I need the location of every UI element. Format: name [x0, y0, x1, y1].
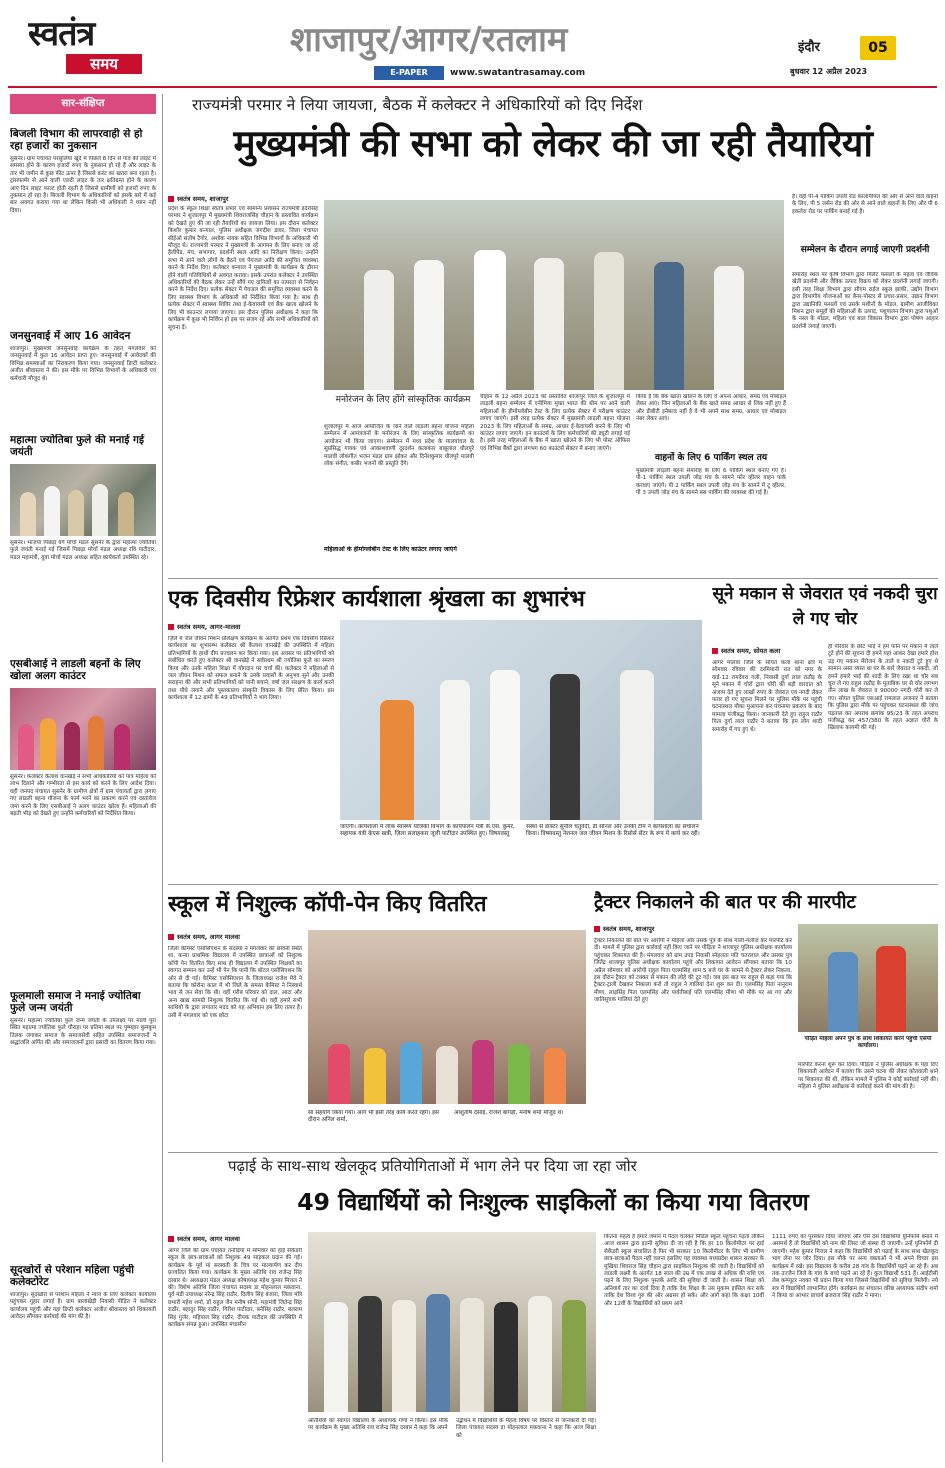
story6-col1: आगर जिले की ग्राम पंचायत तनोड़िया में सोमवार को हाई सेकेंडरी स्कूल के छात्र-छात्राओं को निशुल्क 49 साइकल प्रदान की गई। कार्यक्रम के पूर्व मां सरस्वती के चित्र पर माल्यार्पण कर दीप प्रज्वलित किया गया। कार्यक्रम के मुख्य अतिथि राव राजेन्द्र सिंह दरबार थे। अध्यक्षता मंडल अध्यक्ष कोषाध्यक्ष महेश कुमार मित्तल ने की। विशेष अतिथि जिला पंचायत सदस्य डा मोहनलाल मकवाना, पूर्व मंडी उपाध्यक्ष नरेन्द्र सिंह राठौर, दिलीप सिंह बंजारा, जिला मंत्रि प्रभारी महेश शर्मा, डॉ राहुल जैन मनीष सोनी, महामंत्री जितेन्द्र सिंह राठौर, बहादुर सिंह राठौर, गिरीश पाटीदार, बनेसिंह राठौर, बलराम सिंह गुर्जर, महिपाल सिंह राठौर, दीपक पाटीदार की उपस्थिति में कार्यक्रम संपन्न हुआ। उपस्थित मंचासीन: [168, 1248, 302, 1329]
story1-col5b: समारोह स्थल पर कृषि विभाग द्वारा मिलेट फसलों के महत्व एवं जैविक खेती प्रदर्शनी और जैविक उत्पाद विक्रय को लेकर प्रदर्शनी लगाई जाएगी। इसी तरह शिक्षा विभाग द्वारा सीएम राईज स्कूल झांकी, उद्योग विभाग द्वारा विभागीय योजनाओं का बैनर-पोस्टर से प्रचार-प्रसार, उद्यान विभाग द्वारा उद्यानिकी फसलों एवं उसके मशीनों के मॉडल, ग्रामीण आजीविका मिशन द्वारा समूहों की महिलाओं के उत्पाद, पशुपालन विभाग द्वारा पशुओं के नस्ल के मॉडल, महिला एवं बाल विकास विभाग द्वारा पोषण आहार प्रदर्शनी लगाई जाएगी।: [792, 272, 938, 330]
story5-body2: मारपीट करना शुरू कर दिया। पीड़िता ने पुलिस अधीक्षक के यहां दिए शिकायती आवेदन में बताया कि उसने घटना की लेकर कोतवाली थाने पर शिकायत की थी, लेकिन मामले में पुलिस ने कोई कार्रवाई नहीं की। महिला ने पुलिस अधीक्षक से कार्रवाई करने की मांग की है।: [798, 1062, 938, 1091]
story2-caption2: संस्था से डॉक्टर सुनील चतुर्वेदी, डी सोनल और उनकी टीम ने कार्यशाला का संचालन किया। विषयवस्तु नेशनल जल जीवन मिशन के रिसोर्स सेंटर के रूप में कार्य कर रही।: [526, 824, 700, 838]
story4-body: जिला केमिस्ट एसोसिएशन के सदस्यों ने मंगलवार को छावनी स्थित शा. कन्या प्राथमिक विद्यालय में उपस्थित छात्राओं को निशुल्क कॉपी पेन वितरित किए साथ ही विद्यालय में उपस्थित शिक्षकों का स्वागत सम्मान कर उन्हें भी पेन कि पानी कि बॉटल एसोसिएशन कि ओर से दी गई। केमिस्ट एसोसिएशन के जिलाध्यक्ष राजेश मेवे ने बताया कि कोरोना काल में भी जिले के समस्त केमिस्ट ने निस्वार्थ भाव से जन सेवा कि थी। वहीं गरीब परिवार को दाल, आटा और अन्य खाद्य सामग्री निशुल्क वितरित कि गई थी। वहीं हमारे सभी साथियो के द्वारा लगातार मदद को यह अभियान हम लिए तत्पर है। उसी में मंगलवार को एक छोटा: [168, 946, 302, 1019]
story2-caption: जाएगी। कार्यशाला में लोक स्वास्थ्य यांत्रिकी विभाग के कार्यपालन यंत्री के.एस. कुमरे, सहायक यंत्री केएस खत्री, ज़िला सलाहकार जूली पाटीदार उपस्थित हुए। विषयवस्तु: [340, 824, 515, 838]
story1-headline: मुख्यमंत्री की सभा को लेकर की जा रही तैयारियां: [233, 122, 873, 165]
story6-headline: 49 विद्यार्थियों को निःशुल्क साइकिलों का किया गया वितरण: [297, 1188, 809, 1216]
sidebar: [10, 94, 156, 1462]
story1-sub3: सम्मेलन के दौरान लगाई जाएगी प्रदर्शनी: [800, 245, 930, 255]
epaper-badge[interactable]: E-PAPER: [374, 66, 444, 80]
story2-byline: स्वतंत्र समय, आगर-मालवा: [168, 622, 328, 631]
divider-3: [168, 1152, 938, 1153]
story1-photo: [324, 200, 784, 390]
sidebar-divider: [162, 94, 163, 1462]
sidebar-photo-jyotiba: [10, 464, 156, 536]
sidebar-item-2: जनसुनवाई में आए 16 आवेदन शाजापुर। मुख्यमंत्री जनसुनवाई कार्यक्रम के तहत मंगलवार को जनसुनवाई में कुल 16 आवेदन प्राप्त हुए। जनसुनवाई में आवेदकों की विभिन्न समस्याओं का निराकरण किया गया। जनसुनवाई डिप्टी कलेक्टर अजीत श्रीवास्तव ने की। इस मौके पर विभिन्न विभागों के अधिकारी एवं कर्मचारी मौजूद थे।: [10, 330, 156, 382]
logo-top: स्वतंत्र: [28, 14, 95, 54]
page-number: 05: [860, 36, 896, 60]
story6-photo: [308, 1232, 596, 1412]
story1-byline: स्वतंत्र समय, शाजापुर: [168, 194, 318, 203]
story6-col4: 1111 रुपए का पुरस्कार दिया जाएगा और ऐसे दस विद्यार्थियों युनिफॉर्म बनाने में असमर्थ हैं तो विद्यार्थियों को नाम की लिस्ट जो संस्था दी जाएगी। उन्हें युनिफॉर्म दी जाएगी। महेश कुमार मित्तल ने कहा कि विद्यार्थियों को पढ़ाई के साथ साथ खेलकूद भाग लेना पर जोर दिया। इस मौके पर अन्य वक्ताओं ने भी अपने विचार इस कार्यक्रम में रखे। इस विद्यालय के करीब 28 गांव के विद्यार्थियों पढ़ने आ रहे हैं। अब तक उज्जैन जिले के गांव के बच्चे पढ़ने आ रहे हैं। कुल विद्यार्थी 531 हैं। आईटीसी लेब कम्प्यूटर नवका भी प्रदान किया गया जिससे विद्यार्थियों को सुविधा मिलेगी। नये सत्र में विद्यार्थियों लाभान्वित होंगे। कार्यक्रम का संचालन वरिष्ठ अध्यापक संदीप शर्मा ने किया वा आभार प्राचार्य ब्रजराज सिंह राठौर ने माना।: [772, 1234, 938, 1300]
website-link[interactable]: www.swatantrasamay.com: [450, 68, 586, 78]
logo-bottom: समय: [90, 55, 118, 73]
story6-col3: कितना महत्व है हमारे जमाने में पैदल चलकर मिडिल स्कूल पहुंचना पड़ता लेकिन आज शासन द्वारा इतनी सुविधा दी जा रही है कि हर 10 किलोमीटर पर हाई सेकेंडरी स्कूल संचालित है फिर भी सरकार 10 किलोमीटर के लिए भी ग्रामीण छात्र-छात्राओं पैदल नहीं चलना इसलिए यह व्यवस्था मध्यप्रदेश शासन सरकार के मुखिया शिवराज सिंह चौहान द्वारा साइकिल निशुल्क की जाती है। विद्यार्थियों को लाडली लक्ष्मी के अंतर्गत 18 साल की उम्र में एक लाख से अधिक की राशि एवं पढ़ने के लिए निशुल्क पुस्तकें आदि की सुविधा दी जाती है। शासन शिक्षा को अनिवार्य तार का दर्जा दिया है ताकि देश शिक्षा के उस मुकाम हासिल कर सके ताकि देश विश्व गुरु की ओर अग्रसर हो सके। और आगे कहा कि कक्षा 10वीं और 12वीं के विद्यार्थियों को प्रथम आने: [604, 1234, 764, 1307]
story2-headline: एक दिवसीय रिफ्रेशर कार्यशाला श्रृंखला का शुभारंभ: [168, 586, 585, 612]
story5-headline: ट्रैक्टर निकालने की बात पर की मारपीट: [594, 892, 856, 913]
edition-title: शाजापुर/आगर/रतलाम: [290, 20, 568, 60]
story-cm-rally: [168, 94, 938, 578]
story2-photo: [340, 620, 702, 820]
story3-col1: आगर मालवा जिले के सोयत कला थाना क्षेत्र में सोमवार रविवार की दरमियानी रात को नगर के वार्ड-12 रामदेवरा गली, निवासी दुर्गा लाल राठौड़ के सूने मकान में चोरों द्वारा चोरी की बड़ी वारदात को अंजाम देते हुए लाखों रुपए के जेवरात एवं नगदी लेकर फरार हो गए सूचना मिलने पर पुलिस मौके पर पहुंची घटनास्थल मौका मुआयना कर पंचनामा प्रकरण के बाद मामला पंजीबद्ध किया। जानकारी देते हुए राहुल राठौर पिता दुर्गा लाल राठौर ने बताया कि हम लोग शादी समारोह में गए हुए थे।: [712, 660, 822, 733]
story-tractor-assault: [594, 888, 938, 1150]
story6-caption2: उद्बोधन में विद्यार्थियों के महत्व विषय पर विस्तार से जानकारी दी गई। जिला पंचायत सदस्य डा मोहनलाल मकवाना ने कहा कि आज शिक्षा को: [456, 1418, 596, 1439]
masthead: [0, 0, 945, 90]
story1-sub1b: महिलाओं के हीमोग्लोबीन टेस्ट के लिए काउंटर लगाए जाएंगे: [324, 546, 457, 553]
story1-col3: चौहान के 12 अप्रैल 2023 को प्रस्तावित शाजापुर जिले के शुजालपुर में लाड़ली बहना सम्मेलन में एनीमिया मुक्त भारत की थीम पर आने वाली महिलाओं के हीमोग्लोबीन टेस्ट के लिए प्रत्येक सेक्टर में परीक्षण काउंटर लगाए जाएंगे। इसी तरह प्रत्येक सेक्टर में मुख्यमंत्री लाड़ली बहना योजना 2023 के लिए महिलाओं के समग्र, आधार ई-केवायसी करने के लिए भी काउंटर लगाए जाएंगे। इन काउंटर्स के लिए कर्मचारियों की ड्यूटी लगाई गई है। इसी तरह महिलाओं के बैंक में खाता खोलने के लिए भी पोस्ट ऑफिस एवं विभिन्न बैंकों द्वारा लगभग 60 काउंटर्स सेक्टर में बनाए जाएंगे।: [480, 394, 630, 452]
sidebar-item-4: एसबीआई ने लाडली बहनों के लिए खोला अलग काउंटर सुसनेर। कलेक्टर कैलाश वानखेड़े ने सभी अधिकारियों को पात्र महिला को लाभ दिलाने और गम्भीरता से इस कार्य को करने के लिए आदेश दिया। वहीं जनपद पंचायत सुसनेर के ग्रामीण क्षेत्रों में ग्राम पंचायतों द्वारा लगाए गए लाडली बहना योजना के फार्म भरने का प्रकरण करने एवं दस्तावेज जमा करने के लिए एसबीआई ने अलग काउंटर खोला है। महिलाओं की बढ़ती भीड़ को देखते हुए उन्होंने कर्मचारियों को निर्देशित किया।: [10, 658, 156, 818]
story-refresher-workshop: [168, 582, 706, 882]
story1-sub1: मनोरंजन के लिए होंगे सांस्कृतिक कार्यक्रम: [335, 395, 471, 405]
story3-byline: स्वतंत्र समय, सोयत कला: [712, 646, 822, 655]
logo: [28, 14, 153, 76]
story4-caption: सा सहयोग किया गया। आगे भी इसी तरह कार्य करते रहेंगे। इस दौरान अनिल शर्मा,: [308, 1110, 439, 1124]
story6-byline: स्वतंत्र समय, आगर मालवा: [168, 1234, 318, 1243]
story5-photo: [798, 924, 938, 1032]
city-name: इंदौर: [798, 40, 820, 55]
story1-kicker: राज्यमंत्री परमार ने लिया जायजा, बैठक में कलेक्टर ने अधिकारियों को दिए निर्देश: [192, 96, 643, 114]
logo-bottom-bar: [66, 54, 142, 74]
story1-col5: है। वहीं पी-4 पार्किंग उपली रोड कालापीपल की ओर से आने वाले वाहनों के लिए, पी 5 लसेन रोड की ओर से आने वाले वाहनों के लिए और पी 6 इकलेरा रोड पर पार्किंग बनाई गई है।: [792, 194, 938, 215]
story-copy-pen: [168, 888, 586, 1150]
story-theft: [712, 582, 938, 882]
city-box: [798, 36, 898, 60]
story4-photo: [308, 930, 586, 1104]
story5-body: ट्रैक्टर निकालने की बात पर आरोपी ने महिला और उसके पुत्र के साथ गाली-गलौज कर मारपीट कर दी। मामले में पुलिस द्वारा कार्रवाई नहीं किए जाने पर पीड़िता ने शाजापुर पुलिस अधीक्षक कार्यालय पहुंचकर शिकायत की है। मंगलवार को ग्राम उपड़ निवासी स्नेहलता पति चतरलाल और उसका पुत्र जितेंद्र शाजापुर पुलिस अधीक्षक कार्यालय पहुंचे और शिकायत आवेदन सौंपकर बताया कि 10 अप्रैल सोमवार को आरोपी राहुल पिता एलमसिंह शाम 5 बजे घर के सामने से ट्रैक्टर लेकर निकला, इस दौरान ट्रैक्टर को टक्कर से मकान की लोहे की टूट गई। जब इस बात पर राहुल से कहा गया कि ट्रैक्टर-ट्राली देखकर निकाला करो तो राहुल ने गालियां देना शुरू कर दी। एलमसिंह पिता नानूराम मीणा, लाड़सिंह पिता एलमसिंह और पार्वतीबाई पति एलमसिंह मीणा भी मौके पर आ गए और जातिसूचक गालियां देते हुए: [594, 938, 792, 1004]
sidebar-item-1: बिजली विभाग की लापरवाही से हो रहा हजारों का नुकसान सुसनेर। ग्राम पंचायत परसुलिया खुर्द में पिछले 8 दिन से गांव की लाइट में समस्या होने के कारण हजारों रुपए के नुकसान हो रहे हैं और लाइट के तार भी जमीन से कुछ फीट ऊपर है जिससे करंट का खतरा बना रहता है। ट्रांसफार्मर से आने वाली एलटी लाइट के तार क्षतिग्रस्त होने के कारण आए दिन लाइट फाल्ट होती रहती है जिससे ग्रामीणों को हजारों रुपए के नुकसान हो रहा है। बिजली विभाग के अधिकारियों को इसके बारे में कई बार अवगत कराया गया था लेकिन किसी भी अधिकारी ने ध्यान नहीं दिया।: [10, 128, 156, 214]
masthead-divider: [8, 86, 937, 88]
story1-sub2: वाहनों के लिए 6 पार्किंग स्थल तय: [654, 453, 768, 463]
story1-col4b: मुख्यमंत्री लाड़ली बहना समारोह के लिए 6 पार्किंग स्थल बनाए गए हैं। पी-1 पार्किंग स्थल उपली जोड़ मंच के सामने फोर व्हीलर वाहन पार्क करवाए जाएंगे। पी 2 पार्किंग स्थल उपली जोड़ मंच के सामने में टू व्हीलर, पी 3 उपली जोड़ मंच के सामने बस पार्किंग की व्यवस्था की गई है।: [636, 468, 786, 497]
story4-byline: स्वतंत्र समय, आगर मालवा: [168, 932, 318, 941]
story5-caption: पीड़ित महिला अपने पुत्र के साथ शिकायत करने पहुंची एसपी कार्यालय।: [804, 1036, 932, 1050]
story4-caption2: आशुतोष देसाई, राजेश बागड़ी, मनीष शर्मा मौजूद थे।: [454, 1110, 564, 1116]
sidebar-item-3: महात्मा ज्योतिबा फुले की मनाई गई जयंती सुसनेर। भाजपा पिछड़ा वर्ग मोर्चा मंडल सुसनेर के द्वारा महात्मा ज्योतिबा फुले जयंती मनाई गई जिसमें पिछड़ा मोर्चा मंडल अध्यक्ष रवि पाटीदार, मंडल महामंत्री, युवा मोर्चा मंडल अध्यक्ष सहित कार्यकर्ता उपस्थित रहे।: [10, 434, 156, 561]
divider-2: [168, 884, 938, 885]
story3-col2: ही परिवार के छोटे भाई ने हमें फोन पर मकान में ताले टूटे होने की सूचना दी हमने यहां आकर देखा हमारे होश उड़ गए मकान मेंरोजन के ताले व नकदी टूटे हुए थे सामान अस्त व्यस्त था घर के सारे जेवरात व नकदी, जो हमने हमारे भाई की शादी के लिए रखा था चोर सब चुरा ले गए राहुल राठौड़ के मुताबिक घर से चोर लगभग तीन लाख के जेवरात व 90000 नगदी चोरी कर ले गए। सोयत पुलिस एसआई रामलाल अजनार ने बताया कि पुलिस द्वारा मौके पर पहुंचकर घटनास्थल की जांच पड़ताल कर अपराध क्रमांक 95/23 के तहत अपराध पंजीबद्ध कर 457/380 के तहत अज्ञात चोरों के खिलाफ कायमी की गई।: [828, 644, 938, 732]
story5-byline: स्वतंत्र समय, शाजापुर: [594, 924, 734, 933]
sidebar-header: सार-संक्षिप्त: [10, 94, 156, 114]
sidebar-item-5: फूलमाली समाज ने मनाई ज्योतिबा फुले जन्म जयंती सुसनेर। महात्मा ज्योतिबा फुले जन्म जयंती के उपलक्ष्य पर माली पुरा स्थित महात्मा ज्योतिबा फुले चौराहा पर प्रतिमा स्थल पर पुष्पहार कुमकुम तिलक लगाकर समाज के समाजसेवी सहित उपस्थित समाजजनों ने श्रद्धांजलि अर्पित की और समाजजनों द्वारा प्रसादी का वितरण किया गया।: [10, 990, 156, 1047]
story1-col2: शुजालपुर में आज आयोजित के जाने वाले लाडली बहना योजना महिला सम्मेलन में आमंत्रजनों के मनोरंजन के लिए सांस्कृतिक कार्यक्रमों का आयोजन भी किया जाएगा। सम्मेलन में मध्य प्रदेश के मालवांचल के सुप्रसिद्ध गायक एवं आकाशवाणी दूरदर्शन कलाकार बाबूलाल धौलपुरे मालवी लोकगीत भजन मंडल ग्राम झोकर और दिनेशकुमार धौलपुरे मालवी लोक संगीत, कबीर भजनों की प्रस्तुति देंगे।: [324, 424, 474, 468]
story6-caption: अतिथियों का स्वागत विद्यालय के अध्यापक गणों ने किया। इस मौके पर कार्यक्रम के मुख्य अतिथि राव राजेन्द्र सिंह दरबार ने कहा कि अपने: [308, 1418, 448, 1432]
story2-body: ज़िले में जल जीवन मिशन प्रशिक्षण कार्यक्रम के अंतर्गत प्रथम एक दिवसीय रिफ्रेशर कार्यशाला का शुभारम्भ कलेक्टर श्री कैलाश वानखेड़े की उपस्थिति में महिला प्रतिभागियों के हाथों दीप प्रज्वलन कर किया गया। इस अवसर पर प्रतिभागियों को संबोधित करते हुए कलेक्टर श्री वानखेड़े ने सर्वप्रथम श्री ज्योतिबा फुले का स्मरण किया और उनके महिला शिक्षा में योगदान पर चर्चा की। कलेक्टर ने महिलाओं से जल जीवन मिशन को सफल बनाने के उनके प्रयासों के अनुभव सुने और उनकी सराहना की और सभी प्रतिभागियों को पानी बचाने, वर्षा जल संरक्षण के कार्य करने तथा पौधे लगाने और पुस्तकालय संस्कृति विकास के लिए प्रेरित किया। इस कार्यशाला में 12 ग्रामों के 49 प्रतिभागियों ने भाग लिया।: [168, 636, 334, 702]
story3-headline: सूने मकान से जेवरात एवं नकदी चुरा ले गए चोर: [712, 584, 938, 629]
story6-kicker: पढ़ाई के साथ-साथ खेलकूद प्रतियोगिताओं में भाग लेने पर दिया जा रहा जोर: [228, 1157, 637, 1175]
sidebar-item-6: सूदखोरों से परेशान महिला पहुंची कलेक्टोरेट शाजापुर। सूदखोरों से परेशान महिला ने न्याय के लिए कलेक्टर कार्यालय पहुंचकर गुहार लगाई है। ग्राम बालाखेड़ी निवासी पीड़ित ने कलेक्टर कार्यालय पहुंची और यहां डिप्टी कलेक्टर अजीत श्रीवास्तव को शिकायती आवेदन सौंपकर कार्रवाई की मांग की है।: [10, 1264, 156, 1321]
story1-col4: किया है कि बैंक खाता खोलने के लिए वे अपना आधार, समग्र एवं मोबाइल लेकर आएं। जिन महिलाओं के बैंक खाते समग्र आधार से लिंक नहीं हुए हैं और डीबीटी इनेबल्ड नहीं है वे भी अपने साथ समग्र, आधार एवं मोबाइल नंबर लेकर आएं।: [636, 394, 786, 423]
divider-1: [168, 578, 938, 579]
issue-date: बुधवार 12 अप्रैल 2023: [790, 67, 868, 76]
sidebar-photo-sbi: [10, 688, 156, 770]
story-bicycles: [168, 1154, 938, 1464]
story4-headline: स्कूल में निशुल्क कॉपी-पेन किए वितरित: [168, 892, 487, 917]
story1-col1: प्रदेश के स्कूल शिक्षा स्वतंत्र प्रभार एवं सामान्य प्रशासन राज्यमंत्री इंदरसिंह परमार ने शुजालपुर में मुख्यमंत्री शिवराजसिंह चौहान के प्रस्तावित कार्यक्रम को देखते हुए की जा रही तैयारियों का जायजा लिया। इस दौरान कलेक्टर किशोर कुमार कन्याल, पुलिस अधीक्षक जगदीश डावर, जिला पंचायत सीईओ संतोष टैगोर, अशोक नायक सहित विभिन्न विभागों के अधिकारी भी मौजूद थे। राज्यमंत्री परमार ने मुख्यमंत्री के आगमन के लिए बनाए जा रहे हैलीपैड, मंच, सभागार, प्रदर्शनी स्थल आदि का निरीक्षण किया। उन्होंने सभा में आने वाले लोगों के बैठने एवं पेयजल आदि की समुचित व्यवस्था करने के निर्देश दिए। कलेक्टर कन्याल ने मुख्यमंत्री के कार्यक्रम के दौरान होने वाली गतिविधियों से अवगत कराया। इसके उपरांत कलेक्टर ने उपस्थित अधिकारियों की बैठक लेकर उन्हें सौंपे गए दायित्वों का तत्परता से निर्वहन करने के निर्देश दिए। प्रत्येक सेक्टर में पेयजल की समुचित व्यवस्था करने के लिए स्वास्थ्य विभाग के अधिकारी को निर्देशित किया गया है। साथ ही प्रत्येक सेक्टर में स्वास्थ्य शिविर तथा ई-केवायसी एवं बैंक खाता खोलने के लिए भी काउन्टर लगाया जाएगा। इस दौरान पुलिस अधीक्षक ने कहा कि कार्यक्रम में कुछ भी निर्विघ्न हो इस पर सजग रहें और सभी अधिकारियों को सूचना दें।: [168, 206, 318, 331]
